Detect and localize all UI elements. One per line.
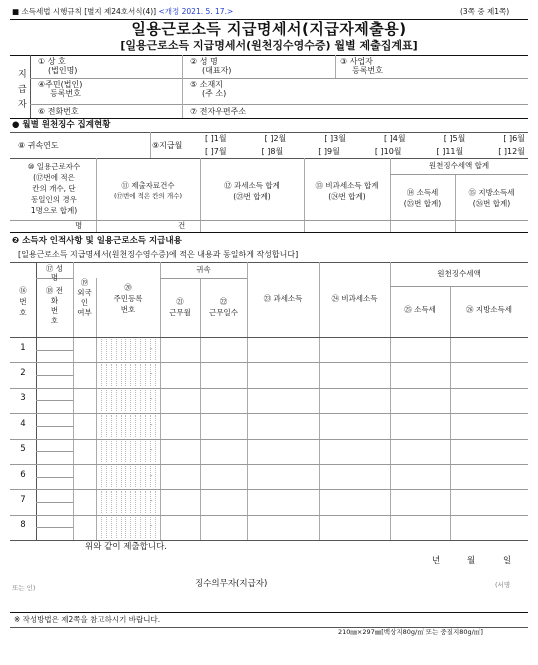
- section2-note: [일용근로소득 지급명세서(원천징수영수증)에 적은 내용과 동일하게 작성합니다]: [18, 250, 299, 259]
- taxable-income-total-header: ⑫ 과세소득 합계 (㉓번 합계): [224, 181, 280, 201]
- work-days-cell[interactable]: [201, 388, 247, 413]
- withholding-total-header: 원천징수세액 합계: [428, 161, 490, 170]
- nontaxable-income-total-header: ⑬ 비과세소득 합계 (㉔번 합계): [315, 181, 379, 201]
- pay-month-checkboxes-row2: [205, 147, 525, 156]
- phone-cell[interactable]: [37, 451, 73, 464]
- resident-id-cell[interactable]: [97, 413, 160, 438]
- nontaxable-income-cell[interactable]: [320, 362, 390, 387]
- phone-cell[interactable]: [37, 350, 73, 363]
- name-cell[interactable]: [37, 413, 73, 426]
- row-number: 3: [20, 393, 26, 404]
- taxable-income-cell[interactable]: [248, 515, 319, 540]
- resident-id-cell[interactable]: [97, 337, 160, 362]
- address-field[interactable]: ⑤ 소재지 (주 소): [190, 80, 227, 99]
- month-12-checkbox[interactable]: [ ]12월: [498, 147, 525, 156]
- worker-count-header: ⑩ 일용근로자수 (⑰번에 적은 칸의 개수, 단 동일인의 경우 1명으로 합계): [27, 162, 81, 215]
- form-title: 일용근로소득 지급명세서(지급자제출용): [131, 20, 407, 38]
- representative-name-field[interactable]: ② 성 명 (대표자): [190, 57, 232, 76]
- work-month-cell[interactable]: [161, 388, 200, 413]
- submit-statement: 위와 같이 제출합니다.: [85, 542, 168, 552]
- foreigner-cell[interactable]: [74, 337, 96, 362]
- local-income-tax-total-header: ⑮ 지방소득세 (㉖번 합계): [468, 188, 515, 208]
- work-days-cell[interactable]: [201, 362, 247, 387]
- work-days-cell[interactable]: [201, 413, 247, 438]
- local-income-tax-cell[interactable]: [451, 489, 528, 514]
- nontaxable-income-cell[interactable]: [320, 439, 390, 464]
- income-tax-cell[interactable]: [391, 362, 450, 387]
- income-tax-cell[interactable]: [391, 413, 450, 438]
- work-month-cell[interactable]: [161, 489, 200, 514]
- phone-number-header: ⑱ 전 화 번 호: [45, 286, 64, 325]
- seal-note-left: 또는 인): [12, 584, 36, 592]
- form-subtitle: [일용근로소득 지급명세서(원천징수영수증) 월별 제출집계표]: [120, 39, 418, 52]
- foreigner-cell[interactable]: [74, 413, 96, 438]
- nontaxable-income-header: ㉔ 비과세소득: [331, 294, 378, 303]
- foreigner-cell[interactable]: [74, 489, 96, 514]
- income-tax-total-header: ⑭ 소득세 (㉕번 합계): [403, 188, 442, 208]
- guide-note: ※ 작성방법은 제2쪽을 참고하시기 바랍니다.: [14, 615, 161, 624]
- revision-date: <개정 2021. 5. 17.>: [158, 7, 234, 16]
- name-cell[interactable]: [37, 489, 73, 502]
- income-tax-cell[interactable]: [391, 464, 450, 489]
- work-days-cell[interactable]: [201, 489, 247, 514]
- belong-header: 귀속: [196, 265, 211, 274]
- resident-id-cell[interactable]: [97, 515, 160, 540]
- resident-id-cell[interactable]: [97, 362, 160, 387]
- income-tax-cell[interactable]: [391, 489, 450, 514]
- paper-spec: 210㎜×297㎜[백상지80g/㎡ 또는 중질지80g/㎡]: [338, 628, 483, 636]
- month-5-checkbox[interactable]: [ ]5월: [443, 134, 466, 143]
- page-indicator: (3쪽 중 제1쪽): [460, 7, 510, 16]
- business-registration-field[interactable]: ③ 사업자 등록번호: [340, 57, 383, 76]
- phone-cell[interactable]: [37, 400, 73, 413]
- nontaxable-income-cell[interactable]: [320, 413, 390, 438]
- nontaxable-income-cell[interactable]: [320, 337, 390, 362]
- unit-cases: 건: [178, 221, 186, 230]
- resident-id-header: ⑳ 주민등록 번호: [113, 283, 143, 314]
- row-number-header: ⑯ 번 호: [19, 286, 27, 317]
- work-days-header: ㉒ 근무일수: [209, 297, 238, 317]
- month-4-checkbox[interactable]: [ ]4월: [384, 134, 406, 143]
- section2-heading: ❷ 소득자 인적사항 및 일용근로소득 지급내용: [12, 236, 182, 246]
- work-days-cell[interactable]: [201, 515, 247, 540]
- work-days-cell[interactable]: [201, 439, 247, 464]
- taxable-income-cell[interactable]: [248, 337, 319, 362]
- pay-month-label: ⑨지급월: [152, 141, 183, 150]
- name-header: ⑰ 성 명: [45, 264, 64, 282]
- work-month-cell[interactable]: [161, 439, 200, 464]
- table-row: 6 -: [10, 464, 528, 489]
- foreigner-cell[interactable]: [74, 362, 96, 387]
- work-month-cell[interactable]: [161, 337, 200, 362]
- month-6-checkbox[interactable]: [ ]6월: [503, 134, 525, 143]
- income-tax-cell[interactable]: [391, 439, 450, 464]
- nontaxable-income-cell[interactable]: [320, 515, 390, 540]
- taxable-income-cell[interactable]: [248, 439, 319, 464]
- income-tax-cell[interactable]: [391, 388, 450, 413]
- obligor-label: 징수의무자(지급자): [195, 579, 268, 589]
- row-number: 5: [20, 444, 26, 455]
- month-1-checkbox[interactable]: [ ]1월: [205, 134, 227, 143]
- taxable-income-cell[interactable]: [248, 464, 319, 489]
- local-income-tax-cell[interactable]: [451, 439, 528, 464]
- month-10-checkbox[interactable]: [ ]10월: [374, 147, 402, 156]
- local-income-tax-cell[interactable]: [451, 362, 528, 387]
- month-2-checkbox[interactable]: [ ]2월: [264, 134, 287, 143]
- local-income-tax-cell[interactable]: [451, 388, 528, 413]
- local-income-tax-cell[interactable]: [451, 515, 528, 540]
- month-3-checkbox[interactable]: [ ]3월: [324, 134, 346, 143]
- taxable-income-cell[interactable]: [248, 489, 319, 514]
- resident-id-cell[interactable]: [97, 464, 160, 489]
- month-7-checkbox[interactable]: [ ]7월: [205, 147, 227, 156]
- work-days-cell[interactable]: [201, 464, 247, 489]
- taxable-income-cell[interactable]: [248, 362, 319, 387]
- name-cell[interactable]: [37, 439, 73, 452]
- nontaxable-income-cell[interactable]: [320, 489, 390, 514]
- row-number: 4: [20, 418, 26, 429]
- table-row: 3 -: [10, 388, 528, 413]
- resident-number-field[interactable]: ④주민(법인) 등록번호: [38, 80, 83, 99]
- table-row: 1 -: [10, 337, 528, 362]
- nontaxable-income-cell[interactable]: [320, 464, 390, 489]
- local-income-tax-header: ㉖ 지방소득세: [465, 305, 513, 314]
- resident-id-cell[interactable]: [97, 388, 160, 413]
- foreigner-header: ⑲ 외국 인 여부: [77, 278, 92, 317]
- foreigner-cell[interactable]: [74, 464, 96, 489]
- unit-people: 명: [75, 221, 83, 230]
- row-number: 7: [20, 495, 26, 506]
- payer-side-label: 지 급 자: [18, 70, 27, 110]
- table-row: 4 -: [10, 413, 528, 438]
- table-row: 7 -: [10, 489, 528, 514]
- foreigner-cell[interactable]: [74, 439, 96, 464]
- section1-heading: ● 월별 원천징수 집계현황: [12, 120, 111, 130]
- row-number: 1: [20, 342, 26, 353]
- form-law-reference: ■ 소득세법 시행규칙 [별지 제24호서식(4)] <개정 2021. 5. 17.>: [12, 7, 234, 16]
- work-month-cell[interactable]: [161, 413, 200, 438]
- work-days-cell[interactable]: [201, 337, 247, 362]
- table-row: 2 -: [10, 362, 528, 387]
- table-row: 5 -: [10, 439, 528, 464]
- name-cell[interactable]: [37, 337, 73, 350]
- work-month-cell[interactable]: [161, 464, 200, 489]
- submission-count-header: ⑪ 제출자료건수 (⑰번에 적은 칸의 개수): [113, 181, 182, 200]
- taxable-income-header: ㉓ 과세소득: [263, 294, 303, 303]
- name-cell[interactable]: [37, 362, 73, 375]
- name-cell[interactable]: [37, 388, 73, 401]
- date-day-label[interactable]: 일: [503, 556, 512, 566]
- local-income-tax-cell[interactable]: [451, 413, 528, 438]
- nontaxable-income-cell[interactable]: [320, 388, 390, 413]
- income-tax-header: ㉕ 소득세: [404, 305, 436, 314]
- work-month-cell[interactable]: [161, 362, 200, 387]
- taxable-income-cell[interactable]: [248, 388, 319, 413]
- withholding-header: 원천징수세액: [437, 269, 481, 278]
- date-year-label[interactable]: 년: [432, 556, 441, 566]
- row-number: 2: [20, 368, 26, 379]
- foreigner-cell[interactable]: [74, 388, 96, 413]
- pay-month-checkboxes-row1: [205, 134, 525, 143]
- attribution-year-label: ⑧ 귀속연도: [18, 141, 59, 150]
- date-month-label[interactable]: 월: [467, 556, 476, 566]
- row-number: 6: [20, 469, 26, 480]
- taxable-income-cell[interactable]: [248, 413, 319, 438]
- month-8-checkbox[interactable]: [ ]8월: [261, 147, 284, 156]
- local-income-tax-cell[interactable]: [451, 337, 528, 362]
- income-tax-cell[interactable]: [391, 515, 450, 540]
- phone-cell[interactable]: [37, 375, 73, 388]
- phone-field[interactable]: ⑥ 전화번호: [38, 107, 79, 116]
- resident-id-cell[interactable]: [97, 439, 160, 464]
- phone-cell[interactable]: [37, 477, 73, 490]
- name-cell[interactable]: [37, 464, 73, 477]
- resident-id-cell[interactable]: [97, 489, 160, 514]
- company-name-field[interactable]: ① 상 호 (법인명): [38, 57, 78, 76]
- signature-field[interactable]: (서명: [495, 581, 511, 589]
- local-income-tax-cell[interactable]: [451, 464, 528, 489]
- row-number: 8: [20, 520, 26, 531]
- work-month-header: ㉑ 근무월: [169, 297, 191, 317]
- name-cell[interactable]: [37, 515, 73, 528]
- month-9-checkbox[interactable]: [ ]9월: [318, 147, 340, 156]
- income-tax-cell[interactable]: [391, 337, 450, 362]
- work-month-cell[interactable]: [161, 515, 200, 540]
- table-row: 8 -: [10, 515, 528, 540]
- email-field[interactable]: ⑦ 전자우편주소: [190, 107, 247, 116]
- phone-cell[interactable]: [37, 527, 73, 540]
- phone-cell[interactable]: [37, 426, 73, 439]
- month-11-checkbox[interactable]: [ ]11월: [436, 147, 464, 156]
- foreigner-cell[interactable]: [74, 515, 96, 540]
- phone-cell[interactable]: [37, 502, 73, 515]
